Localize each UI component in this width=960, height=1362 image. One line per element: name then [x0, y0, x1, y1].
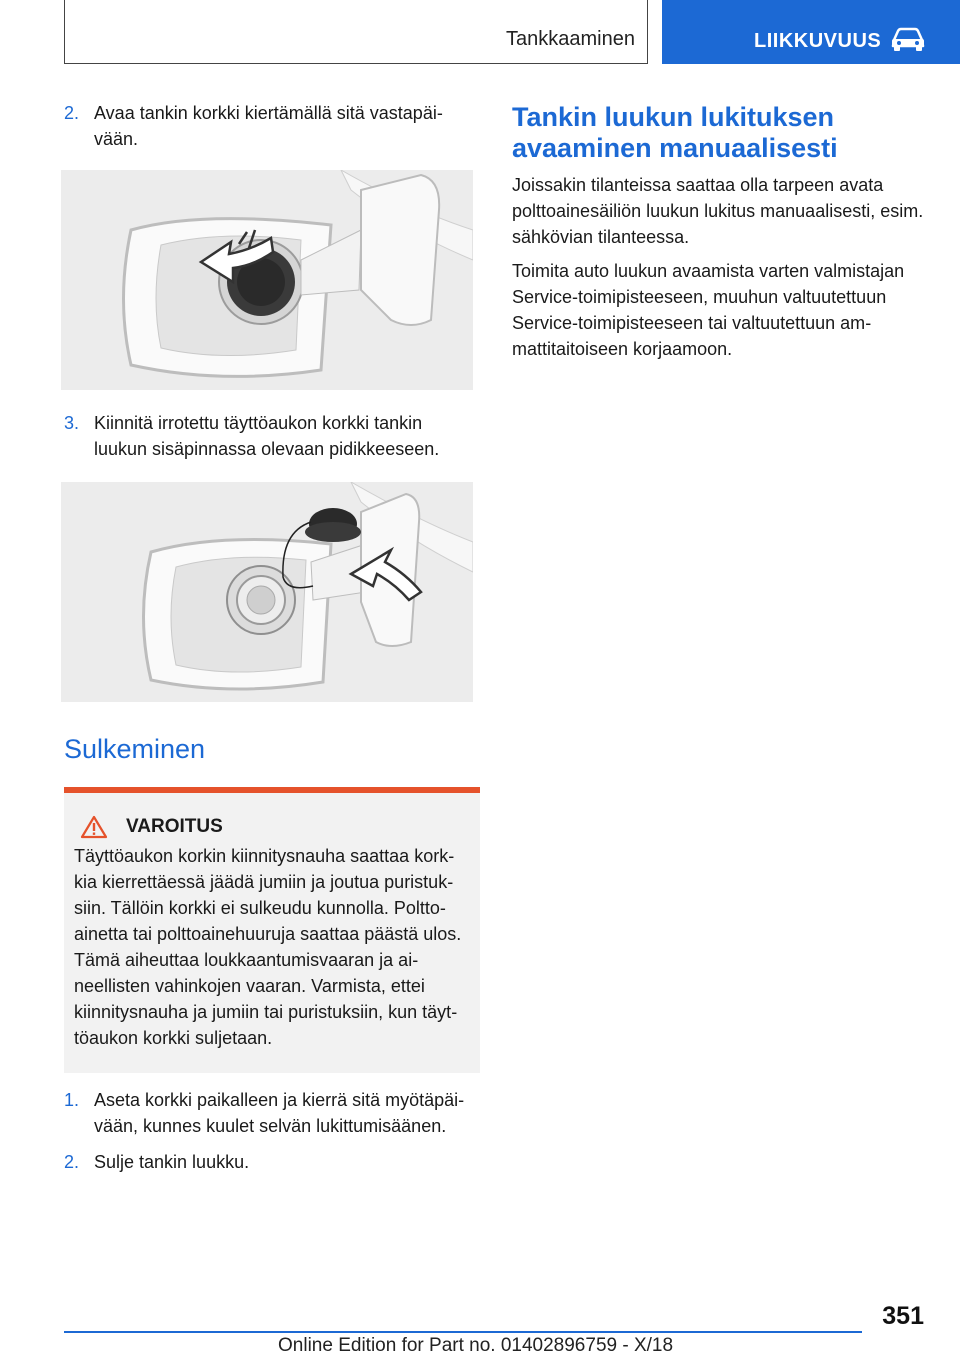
warning-panel: [64, 787, 480, 1073]
step-number: 3.: [64, 413, 80, 433]
fuel-cap-turn-arrow-illustration: [61, 170, 473, 390]
step-text: Avaa tankin korkki kiertämällä sitä vastapäivään.: [94, 103, 443, 149]
step-number: 2.: [64, 103, 80, 123]
chapter-tab-label: LIIKKUVUUS: [754, 30, 882, 52]
fuel-cap-holder-arrow-illustration: [61, 482, 473, 702]
section-title: Tankkaaminen: [506, 28, 635, 50]
right-column: [512, 102, 932, 362]
step-3: [64, 410, 480, 462]
manual-unlock-heading: Tankin luukun lukituksen avaaminen manuaalisesti: [512, 102, 838, 163]
warning-text: Täyttöaukon korkin kiinnitysnauha saattaa korkkia kierrettäessä jäädä jumiin ja joutua puristuksiin. Tällöin korkki ei sulkeudu kunnolla. Polttoainetta tai polttoainehuuruja saattaa päästä ulos. Tämä aiheuttaa loukkaantumisvaaran ja aineellisten vahinkojen vaaran. Varmista, ettei kiinnitysnauha ja jumiin tai puristuksiin, kun täyttöaukon korkki suljetaan.: [74, 846, 462, 1048]
warning-header: [80, 815, 470, 839]
close-step-2: [64, 1149, 480, 1175]
step-text: Kiinnitä irrotettu täyttöaukon korkki tankin luukun sisäpinnassa olevaan pidikkeeseen.: [94, 413, 440, 459]
warning-title: VAROITUS: [126, 816, 223, 837]
step-text: Sulje tankin luukku.: [94, 1152, 250, 1172]
manual-unlock-paragraph-1: Joissakin tilanteissa saattaa olla tarpeen avata polttoainesäiliön luukun lukitus manuaalisesti, esim. sähkövian tilanteessa.: [512, 175, 924, 247]
chapter-tab[interactable]: [662, 0, 960, 64]
footer-divider: [64, 1331, 862, 1333]
warning-box: [64, 793, 480, 1073]
step-number: 2.: [64, 1152, 80, 1172]
left-column: [64, 100, 480, 1175]
warning-triangle-icon: [80, 815, 108, 839]
step-2: [64, 100, 480, 152]
header-section-box: [64, 0, 648, 64]
car-icon: [890, 26, 926, 52]
close-step-1: [64, 1087, 480, 1139]
footer-edition: Online Edition for Part no. 01402896759 - X/18: [278, 1335, 674, 1356]
manual-unlock-paragraph-2: Toimita auto luukun avaamista varten valmistajan Service-toimipisteeseen, muuhun valtuutettuun Service-toimipisteeseen tai valtuutettuun ammattitaitoiseen korjaamoon.: [512, 261, 905, 359]
step-number: 1.: [64, 1090, 80, 1110]
closing-heading: Sulkeminen: [64, 734, 206, 764]
step-text: Aseta korkki paikalleen ja kierrä sitä myötäpäivään, kunnes kuulet selvän lukittumisäänen.: [94, 1090, 465, 1136]
page-number: 351: [882, 1302, 924, 1330]
